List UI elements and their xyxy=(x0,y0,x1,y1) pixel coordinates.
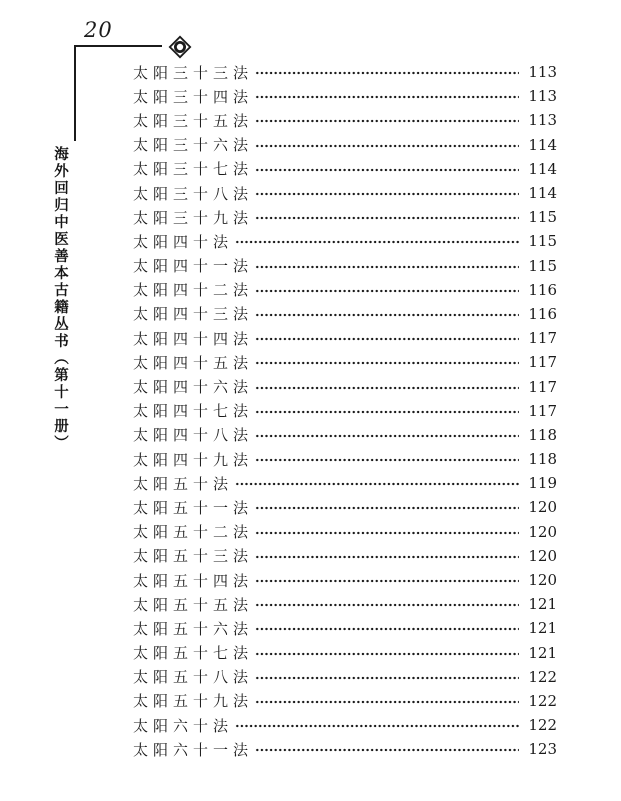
toc-entry-page: 113 xyxy=(528,63,557,82)
toc-entry-title: 太阳四十法 xyxy=(133,232,234,251)
toc-dot-leader xyxy=(255,189,519,199)
toc-entry-title: 太阳四十七法 xyxy=(133,402,254,421)
toc-list xyxy=(133,60,557,761)
toc-entry-title: 太阳三十五法 xyxy=(133,111,254,130)
toc-dot-leader xyxy=(255,68,519,78)
toc-entry xyxy=(133,350,557,374)
toc-entry xyxy=(133,520,557,544)
diamond-circle-ornament-icon xyxy=(168,35,192,59)
toc-dot-leader xyxy=(255,383,519,393)
toc-dot-leader xyxy=(235,479,519,489)
toc-dot-leader xyxy=(255,600,519,610)
toc-dot-leader xyxy=(235,721,519,731)
toc-dot-leader xyxy=(255,310,519,320)
toc-dot-leader xyxy=(255,92,519,102)
toc-dot-leader xyxy=(255,624,519,634)
toc-entry-page: 120 xyxy=(528,571,557,590)
toc-entry-page: 120 xyxy=(528,522,557,541)
toc-entry-title: 太阳六十一法 xyxy=(133,740,254,759)
toc-entry-title: 太阳四十五法 xyxy=(133,353,254,372)
toc-entry-title: 太阳五十三法 xyxy=(133,547,254,566)
toc-entry-title: 太阳四十三法 xyxy=(133,305,254,324)
toc-entry xyxy=(133,326,557,350)
toc-entry-title: 太阳六十法 xyxy=(133,716,234,735)
toc-entry-page: 122 xyxy=(528,691,557,710)
toc-entry xyxy=(133,447,557,471)
toc-dot-leader xyxy=(235,237,519,247)
toc-entry xyxy=(133,616,557,640)
toc-entry-title: 太阳五十六法 xyxy=(133,619,254,638)
toc-entry-page: 117 xyxy=(528,377,557,396)
toc-dot-leader xyxy=(255,165,519,175)
toc-entry-page: 123 xyxy=(528,740,557,759)
toc-dot-leader xyxy=(255,358,519,368)
toc-entry-page: 117 xyxy=(528,353,557,372)
toc-entry xyxy=(133,713,557,737)
toc-entry xyxy=(133,471,557,495)
toc-entry-page: 117 xyxy=(528,401,557,420)
toc-entry xyxy=(133,495,557,519)
toc-entry-title: 太阳五十一法 xyxy=(133,498,254,517)
toc-entry xyxy=(133,84,557,108)
toc-entry-title: 太阳五十五法 xyxy=(133,595,254,614)
toc-entry-page: 117 xyxy=(528,329,557,348)
toc-dot-leader xyxy=(255,697,519,707)
toc-entry-page: 116 xyxy=(528,304,557,323)
toc-entry xyxy=(133,278,557,302)
toc-dot-leader xyxy=(255,334,519,344)
toc-dot-leader xyxy=(255,213,519,223)
toc-entry-title: 太阳四十二法 xyxy=(133,281,254,300)
toc-entry-page: 122 xyxy=(528,716,557,735)
toc-entry xyxy=(133,665,557,689)
toc-entry-title: 太阳四十六法 xyxy=(133,378,254,397)
toc-entry-title: 太阳三十九法 xyxy=(133,208,254,227)
toc-entry xyxy=(133,544,557,568)
toc-entry-page: 116 xyxy=(528,280,557,299)
toc-entry-page: 119 xyxy=(528,474,557,493)
toc-entry xyxy=(133,60,557,84)
toc-entry xyxy=(133,302,557,326)
toc-entry xyxy=(133,592,557,616)
toc-entry xyxy=(133,157,557,181)
toc-entry-title: 太阳三十八法 xyxy=(133,184,254,203)
toc-entry-page: 122 xyxy=(528,667,557,686)
toc-entry-page: 118 xyxy=(528,450,557,469)
toc-entry-page: 120 xyxy=(528,498,557,517)
toc-entry-page: 113 xyxy=(528,111,557,130)
toc-entry-page: 114 xyxy=(528,159,557,178)
toc-dot-leader xyxy=(255,116,519,126)
toc-entry xyxy=(133,254,557,278)
toc-dot-leader xyxy=(255,431,519,441)
series-title-vertical: 海外回归中医善本古籍丛书（第十一册） xyxy=(52,146,69,452)
toc-entry-title: 太阳五十九法 xyxy=(133,692,254,711)
toc-entry xyxy=(133,133,557,157)
toc-entry-page: 121 xyxy=(528,643,557,662)
toc-entry-title: 太阳四十一法 xyxy=(133,257,254,276)
toc-dot-leader xyxy=(255,745,519,755)
toc-entry-title: 太阳三十四法 xyxy=(133,87,254,106)
toc-entry-page: 115 xyxy=(528,256,557,275)
toc-dot-leader xyxy=(255,576,519,586)
toc-entry xyxy=(133,641,557,665)
toc-entry xyxy=(133,423,557,447)
toc-entry xyxy=(133,205,557,229)
toc-entry-page: 118 xyxy=(528,425,557,444)
toc-entry-title: 太阳三十六法 xyxy=(133,136,254,155)
toc-entry-page: 115 xyxy=(528,232,557,251)
toc-entry-page: 114 xyxy=(528,184,557,203)
toc-dot-leader xyxy=(255,455,519,465)
toc-entry xyxy=(133,374,557,398)
toc-entry-page: 115 xyxy=(528,208,557,227)
toc-entry-page: 113 xyxy=(528,87,557,106)
toc-dot-leader xyxy=(255,262,519,272)
toc-entry xyxy=(133,399,557,423)
toc-entry-title: 太阳四十八法 xyxy=(133,426,254,445)
toc-entry xyxy=(133,689,557,713)
toc-entry-title: 太阳三十三法 xyxy=(133,63,254,82)
toc-dot-leader xyxy=(255,552,519,562)
toc-dot-leader xyxy=(255,528,519,538)
toc-entry-page: 121 xyxy=(528,595,557,614)
toc-entry xyxy=(133,568,557,592)
toc-dot-leader xyxy=(255,407,519,417)
toc-entry-title: 太阳五十二法 xyxy=(133,523,254,542)
toc-dot-leader xyxy=(255,649,519,659)
toc-entry-title: 太阳五十四法 xyxy=(133,571,254,590)
toc-entry-title: 太阳四十九法 xyxy=(133,450,254,469)
toc-entry xyxy=(133,229,557,253)
toc-entry-title: 太阳三十七法 xyxy=(133,160,254,179)
toc-entry-page: 121 xyxy=(528,619,557,638)
toc-entry-title: 太阳四十四法 xyxy=(133,329,254,348)
toc-entry-title: 太阳五十八法 xyxy=(133,668,254,687)
toc-dot-leader xyxy=(255,286,519,296)
folio-page-number: 20 xyxy=(84,18,113,42)
toc-entry xyxy=(133,181,557,205)
toc-dot-leader xyxy=(255,503,519,513)
toc-entry xyxy=(133,737,557,761)
toc-entry-title: 太阳五十法 xyxy=(133,474,234,493)
toc-entry-page: 114 xyxy=(528,135,557,154)
toc-entry-title: 太阳五十七法 xyxy=(133,644,254,663)
toc-entry xyxy=(133,108,557,132)
toc-dot-leader xyxy=(255,673,519,683)
toc-dot-leader xyxy=(255,141,519,151)
toc-entry-page: 120 xyxy=(528,546,557,565)
